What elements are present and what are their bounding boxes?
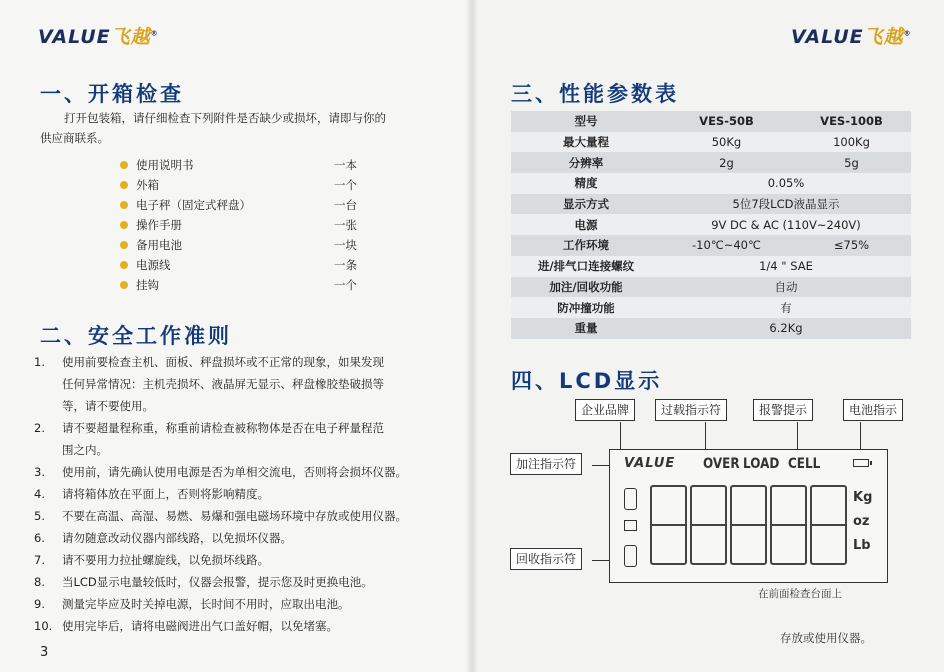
rule-line: 不要在高温、高湿、易燃、易爆和强电磁场环境中存放或使用仪器。: [62, 509, 407, 523]
spec-row: [511, 277, 911, 298]
section4-title: 四、LCD显示: [511, 369, 663, 393]
spec-key: 显示方式: [511, 194, 661, 215]
spec-key: 工作环境: [511, 235, 661, 256]
accessory-qty: 一台: [334, 198, 357, 212]
right-bottom-text: 存放或使用仪器。: [780, 631, 872, 645]
accessory-name: 操作手册: [136, 218, 182, 232]
section1-intro-line1: 打开包装箱，请仔细检查下列附件是否缺少或损坏，请即与你的: [64, 111, 386, 125]
spec-row: [511, 173, 911, 194]
rule-line: 使用前要检查主机、面板、秤盘损坏或不正常的现象，如果发现: [62, 355, 384, 369]
callout-alarm: 报警提示: [753, 399, 813, 421]
callout-overload: 过载指示符: [655, 399, 727, 421]
rule-line: 等，请不要使用。: [62, 399, 154, 413]
brand-logo-right: VALUE飞越®: [791, 26, 912, 48]
rule-line: 请不要超量程称重，称重前请检查被称物体是否在电子秤量程范: [62, 421, 384, 435]
book-spine: [466, 0, 478, 672]
bullet-icon: [120, 161, 128, 169]
lcd-digit: [810, 485, 847, 565]
section3-title: 三、性能参数表: [511, 82, 679, 106]
bullet-icon: [120, 181, 128, 189]
rule-line: 请不要用力拉扯螺旋线，以免损坏线路。: [62, 553, 269, 567]
rule-line: 当LCD显示电量较低时，仪器会报警，提示您及时更换电池。: [62, 575, 373, 589]
accessory-qty: 一个: [334, 278, 357, 292]
spec-row: [511, 318, 911, 339]
rule-number: 10.: [34, 619, 53, 633]
rule-number: 8.: [34, 575, 45, 589]
spec-value-b: 100Kg: [792, 132, 911, 153]
lcd-note: 在前面检查台面上: [758, 588, 842, 600]
callout-charge: 加注指示符: [510, 453, 582, 475]
section1-intro-line2: 供应商联系。: [40, 131, 109, 145]
accessory-item: [120, 275, 380, 295]
accessory-name: 使用说明书: [136, 158, 194, 172]
leader-recover: [592, 560, 610, 561]
safety-rule: [34, 505, 454, 527]
safety-rule: [34, 527, 454, 549]
spec-key: 型号: [511, 111, 661, 132]
spec-model-b: VES-100B: [792, 111, 911, 132]
accessory-name: 外箱: [136, 178, 159, 192]
spec-key: 加注/回收功能: [511, 277, 661, 298]
lcd-digit: [730, 485, 767, 565]
accessory-name: 挂钩: [136, 278, 159, 292]
spec-key: 分辨率: [511, 152, 661, 173]
safety-rule: [34, 461, 454, 483]
accessory-qty: 一张: [334, 218, 357, 232]
spec-value: 5位7段LCD液晶显示: [661, 194, 911, 215]
accessory-name: 电源线: [136, 258, 171, 272]
spec-key: 精度: [511, 173, 661, 194]
rule-number: 5.: [34, 509, 45, 523]
lcd-cell-indicator: CELL: [788, 454, 821, 472]
spec-value: 9V DC & AC (110V~240V): [661, 214, 911, 235]
bullet-icon: [120, 281, 128, 289]
spec-row: [511, 297, 911, 318]
accessory-qty: 一个: [334, 178, 357, 192]
callout-recover: 回收指示符: [510, 548, 582, 570]
accessory-qty: 一条: [334, 258, 357, 272]
lcd-logo: VALUE: [624, 456, 676, 471]
safety-rule: [34, 351, 454, 417]
spec-value-a: 50Kg: [661, 132, 792, 153]
callout-battery: 电池指示: [843, 399, 903, 421]
callout-brand: 企业品牌: [575, 399, 635, 421]
safety-rule: [34, 615, 454, 637]
rule-number: 1.: [34, 355, 45, 369]
spec-row: [511, 214, 911, 235]
accessory-item: [120, 215, 380, 235]
charge-bottle-icon: [624, 488, 637, 510]
spec-table: [511, 111, 911, 339]
spec-row: [511, 152, 911, 173]
rule-number: 3.: [34, 465, 45, 479]
lcd-display: [609, 449, 888, 583]
rule-line: 测量完毕应及时关掉电源，长时间不用时，应取出电池。: [62, 597, 350, 611]
rule-line: 任何异常情况：主机壳损坏、液晶屏无显示、秤盘橡胶垫破损等: [62, 377, 384, 391]
accessory-qty: 一块: [334, 238, 357, 252]
rule-line: 围之内。: [62, 443, 108, 457]
safety-rule: [34, 593, 454, 615]
lcd-load-indicator: LOAD: [743, 454, 780, 472]
spec-row: [511, 194, 911, 215]
rule-line: 请将箱体放在平面上，否则将影响精度。: [62, 487, 269, 501]
lcd-digit: [770, 485, 807, 565]
spec-value: 0.05%: [661, 173, 911, 194]
spec-model-a: VES-50B: [661, 111, 792, 132]
spec-value-a: 2g: [661, 152, 792, 173]
leader-charge: [592, 465, 610, 466]
bullet-icon: [120, 201, 128, 209]
rule-number: 4.: [34, 487, 45, 501]
spec-value-a: -10℃~40℃: [661, 235, 792, 256]
spec-key: 电源: [511, 214, 661, 235]
brand-logo-left: VALUE飞越®: [38, 26, 159, 48]
spec-key: 进/排气口连接螺纹: [511, 256, 661, 277]
safety-rule: [34, 417, 454, 461]
bullet-icon: [120, 261, 128, 269]
accessory-item: [120, 195, 380, 215]
spec-key: 防冲撞功能: [511, 297, 661, 318]
rule-number: 6.: [34, 531, 45, 545]
spec-value: 6.2Kg: [661, 318, 911, 339]
unit-kg: Kg: [853, 490, 873, 505]
spec-row: [511, 256, 911, 277]
accessory-item: [120, 175, 380, 195]
spec-row: [511, 132, 911, 153]
spec-value-b: ≤75%: [792, 235, 911, 256]
rule-number: 2.: [34, 421, 45, 435]
spec-value: 有: [661, 297, 911, 318]
section1-title: 一、开箱检查: [40, 82, 184, 106]
accessory-name: 电子秤（固定式秤盘）: [136, 198, 251, 212]
rule-line: 使用前，请先确认使用电源是否为单相交流电，否则将会损坏仪器。: [62, 465, 407, 479]
unit-lb: Lb: [853, 538, 871, 553]
accessory-item: [120, 155, 380, 175]
rule-line: 请勿随意改动仪器内部线路，以免损坏仪器。: [62, 531, 292, 545]
spec-value: 1/4 " SAE: [661, 256, 911, 277]
spec-key: 重量: [511, 318, 661, 339]
bullet-icon: [120, 221, 128, 229]
lcd-over-indicator: OVER: [703, 454, 740, 472]
unit-oz: oz: [853, 514, 870, 529]
lcd-digit: [690, 485, 727, 565]
rule-line: 使用完毕后，请将电磁阀进出气口盖好帽，以免堵塞。: [62, 619, 338, 633]
lcd-digit: [650, 485, 687, 565]
safety-rule: [34, 571, 454, 593]
safety-rules-list: [34, 351, 454, 637]
status-square-icon: [624, 520, 637, 531]
page-number: 3: [40, 645, 49, 660]
bullet-icon: [120, 241, 128, 249]
accessory-qty: 一本: [334, 158, 357, 172]
battery-icon: [853, 459, 869, 467]
accessory-name: 备用电池: [136, 238, 182, 252]
safety-rule: [34, 549, 454, 571]
spec-key: 最大量程: [511, 132, 661, 153]
rule-number: 7.: [34, 553, 45, 567]
spec-header-row: [511, 111, 911, 132]
spec-row: [511, 235, 911, 256]
spec-value-b: 5g: [792, 152, 911, 173]
accessory-item: [120, 235, 380, 255]
section2-title: 二、安全工作准则: [40, 324, 232, 348]
spec-value: 自动: [661, 277, 911, 298]
recover-bottle-icon: [624, 545, 637, 567]
safety-rule: [34, 483, 454, 505]
accessory-list: [120, 155, 380, 295]
rule-number: 9.: [34, 597, 45, 611]
accessory-item: [120, 255, 380, 275]
